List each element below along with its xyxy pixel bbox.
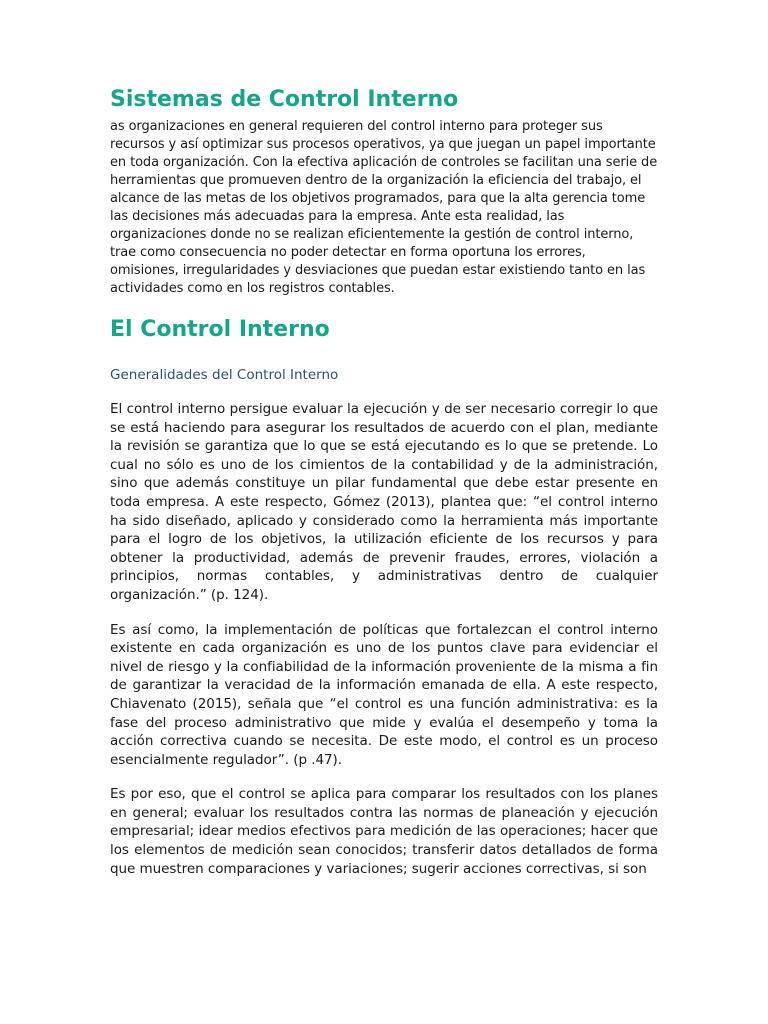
- body-paragraph-2: Es así como, la implementación de políticas que fortalezcan el control interno existente en cada organización es uno de los puntos clave para evidenciar el nivel de riesgo y la confiabilidad de la información proveniente de la misma a fin de garantizar la veracidad de la información emanada de ella. A este respecto, Chiavenato (2015), señala que “el control es una función administrativa: es la fase del proceso administrativo que mide y evalúa el desempeño y toma la acción correctiva cuando se necesita. De este modo, el control es un proceso esencialmente regulador”. (p .47).: [110, 621, 658, 768]
- body-paragraph-3: Es por eso, que el control se aplica para comparar los resultados con los planes en general; evaluar los resultados contra las normas de planeación y ejecución empresarial; idear medios efectivos para medición de las operaciones; hacer que los elementos de medición sean conocidos; transferir datos detallados de forma que muestren comparaciones y variaciones; sugerir acciones correctivas, si son: [110, 786, 658, 877]
- subsection-title: Generalidades del Control Interno: [110, 367, 339, 383]
- body-paragraph-1: El control interno persigue evaluar la ejecución y de ser necesario corregir lo que se está haciendo para asegurar los resultados de acuerdo con el plan, mediante la revisión se garantiza que lo que se está ejecutando es lo que se pretende. Lo cual no sólo es uno de los cimientos de la contabilidad y de la administración, sino que además constituye un pilar fundamental que debe estar presente en toda empresa. A este respecto, Gómez (2013), plantea que: “el control interno ha sido diseñado, aplicado y considerado como la herramienta más importante para el logro de los objetivos, la utilización eficiente de los recursos y para obtener la productividad, además de prevenir fraudes, errores, violación a principios, normas contables, y administrativas dentro de cualquier organización.” (p. 124).: [110, 401, 658, 603]
- intro-paragraph: as organizaciones en general requieren del control interno para proteger sus recursos y así optimizar sus procesos operativos, ya que juegan un papel importante en toda organización. Con la efectiva aplicación de controles se facilitan una serie de herramientas que promueven dentro de la organización la eficiencia del trabajo, el alcance de las metas de los objetivos programados, para que la alta gerencia tome las decisiones más adecuadas para la empresa. Ante esta realidad, las organizaciones donde no se realizan eficientemente la gestión de control interno, trae como consecuencia no poder detectar en forma oportuna los errores, omisiones, irregularidades y desviaciones que puedan estar existiendo tanto en las actividades como en los registros contables.: [110, 119, 658, 296]
- document-title: Sistemas de Control Interno: [110, 87, 459, 112]
- section-title: El Control Interno: [110, 317, 330, 342]
